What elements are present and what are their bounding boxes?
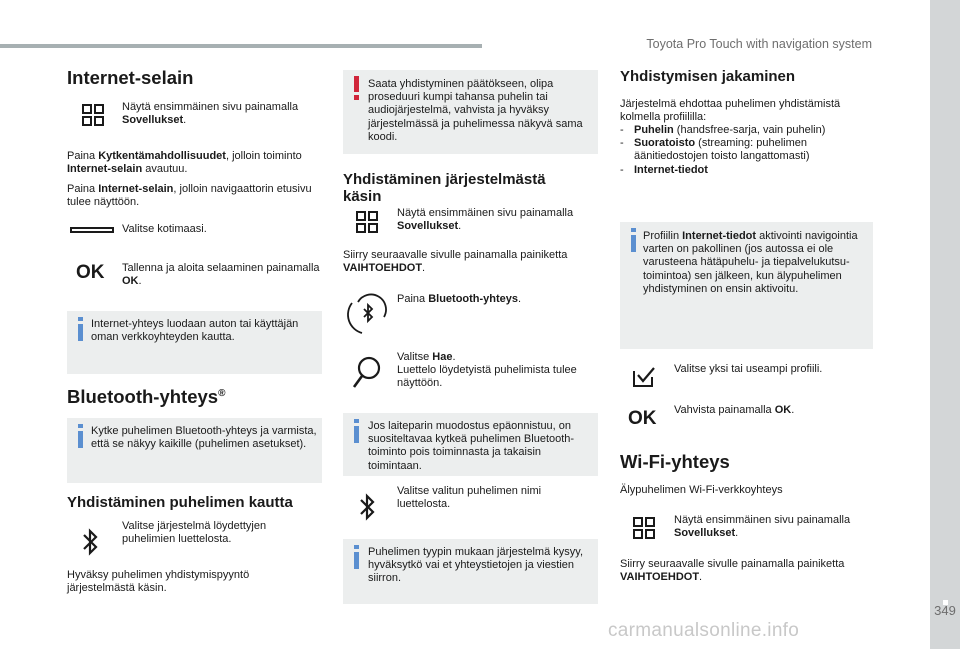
info-icon <box>76 317 85 341</box>
watermark: carmanualsonline.info <box>608 620 800 641</box>
input-field-icon <box>70 227 114 233</box>
apps-step-text: Näytä ensimmäinen sivu painamalla Sovellukset. <box>397 207 574 233</box>
info-icon <box>76 424 85 448</box>
profile-item: - Internet-tiedot <box>620 163 708 176</box>
apps-grid-icon <box>356 211 378 233</box>
profile-item: - Puhelin (handsfree-sarja, vain puhelin) <box>620 124 826 136</box>
info-icon <box>352 419 361 443</box>
next-page-text: Siirry seuraavalle sivulle painamalla painiketta VAIHTOEHDOT. <box>620 558 845 584</box>
checkbox-icon <box>633 367 655 387</box>
info-icon <box>629 228 638 252</box>
profile-list <box>620 124 875 177</box>
info-icon <box>352 545 361 569</box>
ok-icon: OK <box>628 408 657 429</box>
profile-item: - Suoratoisto (streaming: puhelimen äänitiedostojen toisto langattomasti) <box>620 137 810 163</box>
info-type-text: Puhelimen tyypin mukaan järjestelmä kysyy, hyväksytkö vai et yhteystietojen ja viestien siirron. <box>368 546 583 585</box>
ok-icon: OK <box>76 262 105 283</box>
side-tab <box>930 0 960 649</box>
warning-icon <box>352 76 361 100</box>
bluetooth-heading: Bluetooth-yhteys® <box>67 386 226 407</box>
select-system-text: Valitse järjestelmä löydettyjen puhelimien luettelosta. <box>122 520 267 546</box>
internet-browser-heading: Internet-selain <box>67 67 194 88</box>
select-name-text: Valitse valitun puhelimen nimi luettelosta. <box>397 485 542 511</box>
apps-grid-icon <box>633 517 655 539</box>
search-icon <box>352 355 382 389</box>
pair-phone-heading: Yhdistäminen puhelimen kautta <box>67 494 293 511</box>
warning-text: Saata yhdistyminen päätökseen, olipa proseduuri kumpi tahansa puhelin tai audiojärjestelmä, vahvista ja hyväksy järjestelmässä ja puhelimessa näkyvä sama koodi. <box>368 78 583 143</box>
sharing-intro-text: Järjestelmä ehdottaa puhelimen yhdistämistä kolmella profiililla: <box>620 98 841 124</box>
accept-pairing-text: Hyväksy puhelimen yhdistymispyyntö järjestelmästä käsin. <box>67 569 250 595</box>
info-fail-text: Jos laiteparin muodostus epäonnistuu, on suositeltavaa kytkeä puhelimen Bluetooth-toiminto pois toiminnasta ja takaisin toimintaan. <box>368 420 575 472</box>
bluetooth-icon <box>80 527 100 557</box>
info-profile-text: Profiilin Internet-tiedot aktivointi navigointia varten on pakollinen (jos autossa ei ole varusteena hätäpuhelu- ja tiepalvelukutsu-toimintoa) sen jälkeen, kun älypuhelimen yhdistyminen on ensin aktivoitu. <box>643 230 858 295</box>
page-number: 349 <box>934 603 956 618</box>
next-page-text: Siirry seuraavalle sivulle painamalla painiketta VAIHTOEHDOT. <box>343 249 568 275</box>
header-rule <box>0 44 482 48</box>
press-connectivity-text: Paina Kytkentämahdollisuudet, jolloin toiminto Internet-selain avautuu. <box>67 150 302 176</box>
info-bt-text: Kytke puhelimen Bluetooth-yhteys ja varmista, että se näkyy kaikille (puhelimen asetukset). <box>91 425 317 451</box>
wifi-desc-text: Älypuhelimen Wi-Fi-verkkoyhteys <box>620 484 783 496</box>
apps-step-text: Näytä ensimmäinen sivu painamalla Sovellukset. <box>674 514 851 540</box>
press-bt-text: Paina Bluetooth-yhteys. <box>397 293 522 305</box>
header-title: Toyota Pro Touch with navigation system <box>646 37 872 51</box>
info-internet-text: Internet-yhteys luodaan auton tai käyttäjän oman verkkoyhteyden kautta. <box>91 318 299 344</box>
press-browser-text: Paina Internet-selain, jolloin navigaattorin etusivu tulee näyttöön. <box>67 183 312 209</box>
select-country-text: Valitse kotimaasi. <box>122 223 207 235</box>
manual-pairing-heading: Yhdistäminen järjestelmästä käsin <box>343 171 546 205</box>
bluetooth-connectivity-icon <box>346 293 390 337</box>
confirm-ok-text: Vahvista painamalla OK. <box>674 404 795 416</box>
select-profiles-text: Valitse yksi tai useampi profiili. <box>674 363 823 375</box>
apps-grid-icon <box>82 104 104 126</box>
wifi-heading: Wi-Fi-yhteys <box>620 451 730 472</box>
bluetooth-icon <box>357 492 377 522</box>
save-step-text: Tallenna ja aloita selaaminen painamalla OK. <box>122 262 320 288</box>
sharing-heading: Yhdistymisen jakaminen <box>620 68 796 85</box>
search-step-text: Valitse Hae. Luettelo löydetyistä puhelimista tulee näyttöön. <box>397 351 577 390</box>
apps-step-text: Näytä ensimmäinen sivu painamalla Sovellukset. <box>122 101 299 127</box>
